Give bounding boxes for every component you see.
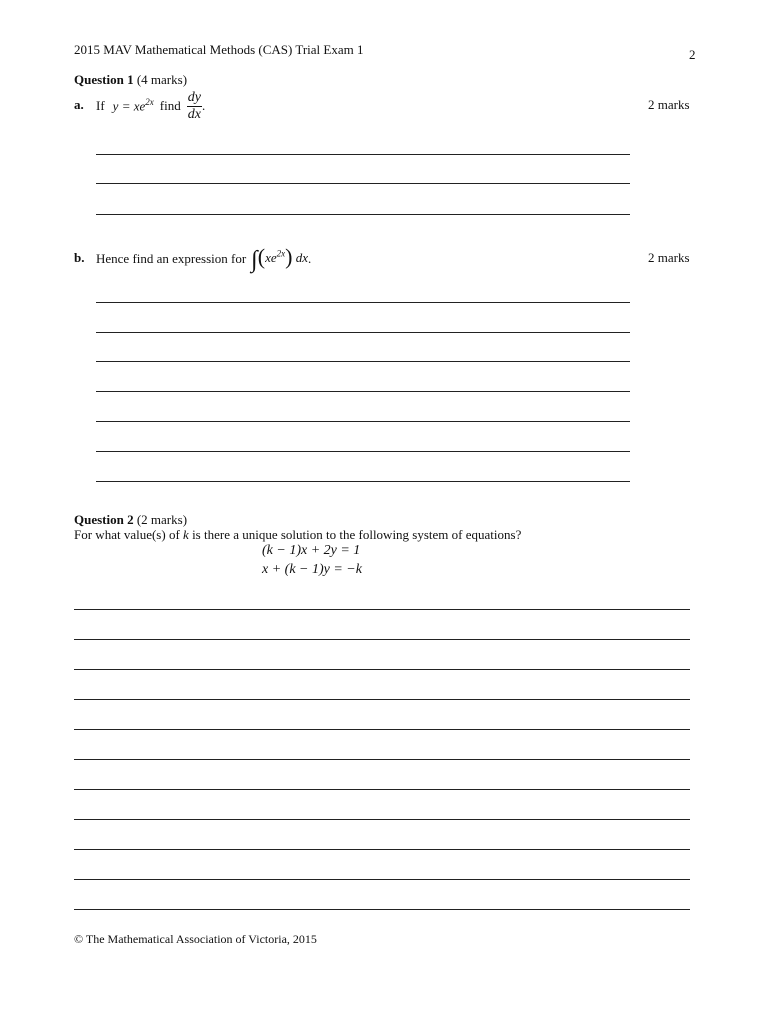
part-b-label: b. — [74, 250, 85, 265]
question-2-prompt: For what value(s) of k is there a unique solution to the following system of equations? — [74, 527, 522, 542]
answer-line[interactable] — [96, 183, 630, 184]
answer-line[interactable] — [96, 481, 630, 482]
answer-line[interactable] — [96, 154, 630, 155]
answer-line[interactable] — [74, 849, 690, 850]
equation-2: x + (k − 1)y = −k — [262, 562, 362, 577]
part-a-equation: $y = xe^{2x}$ — [112, 97, 154, 114]
answer-line[interactable] — [74, 909, 690, 910]
integral-expression: $\int(xe^{2x})$ dx — [251, 244, 308, 273]
answer-line[interactable] — [74, 699, 690, 700]
part-a-marks: 2 marks — [648, 97, 690, 112]
question-1-heading — [74, 72, 187, 88]
equation-1: (k − 1)x + 2y = 1 — [262, 543, 361, 558]
question-1-title: Question 1 — [74, 72, 134, 87]
question-2-marks: (2 marks) — [136, 512, 188, 527]
copyright-footer: © The Mathematical Association of Victoria, 2015 — [74, 932, 317, 946]
part-a-text: If — [96, 98, 105, 113]
answer-line[interactable] — [96, 451, 630, 452]
answer-line[interactable] — [74, 879, 690, 880]
answer-line[interactable] — [96, 302, 630, 303]
answer-line[interactable] — [74, 639, 690, 640]
page-number: 2 — [689, 47, 696, 62]
answer-line[interactable] — [74, 789, 690, 790]
answer-line[interactable] — [74, 729, 690, 730]
answer-line[interactable] — [96, 391, 630, 392]
question-2-title: Question 2 — [74, 512, 134, 527]
question-2-heading — [74, 512, 187, 528]
exam-header-title: 2015 MAV Mathematical Methods (CAS) Trial Exam 1 — [74, 42, 364, 57]
answer-line[interactable] — [96, 332, 630, 333]
answer-line[interactable] — [96, 361, 630, 362]
part-b-question: Hence find an expression for $\int(xe^{2x})$ dx . — [96, 244, 312, 273]
part-a-find: find — [159, 98, 181, 113]
part-a-label: a. — [74, 97, 84, 112]
answer-line[interactable] — [74, 669, 690, 670]
answer-line[interactable] — [74, 759, 690, 760]
answer-line[interactable] — [74, 609, 690, 610]
answer-line[interactable] — [74, 819, 690, 820]
part-b-text: Hence find an expression for — [96, 251, 247, 266]
part-b-marks: 2 marks — [648, 250, 690, 265]
answer-line[interactable] — [96, 214, 630, 215]
dy-dx-fraction: $\frac{dy}{dx}$ — [187, 89, 201, 122]
answer-line[interactable] — [96, 421, 630, 422]
question-1-marks: (4 marks) — [136, 72, 188, 87]
part-a-question: If $y = xe^{2x}$ find $\frac{dy}{dx}$ . — [96, 89, 206, 122]
